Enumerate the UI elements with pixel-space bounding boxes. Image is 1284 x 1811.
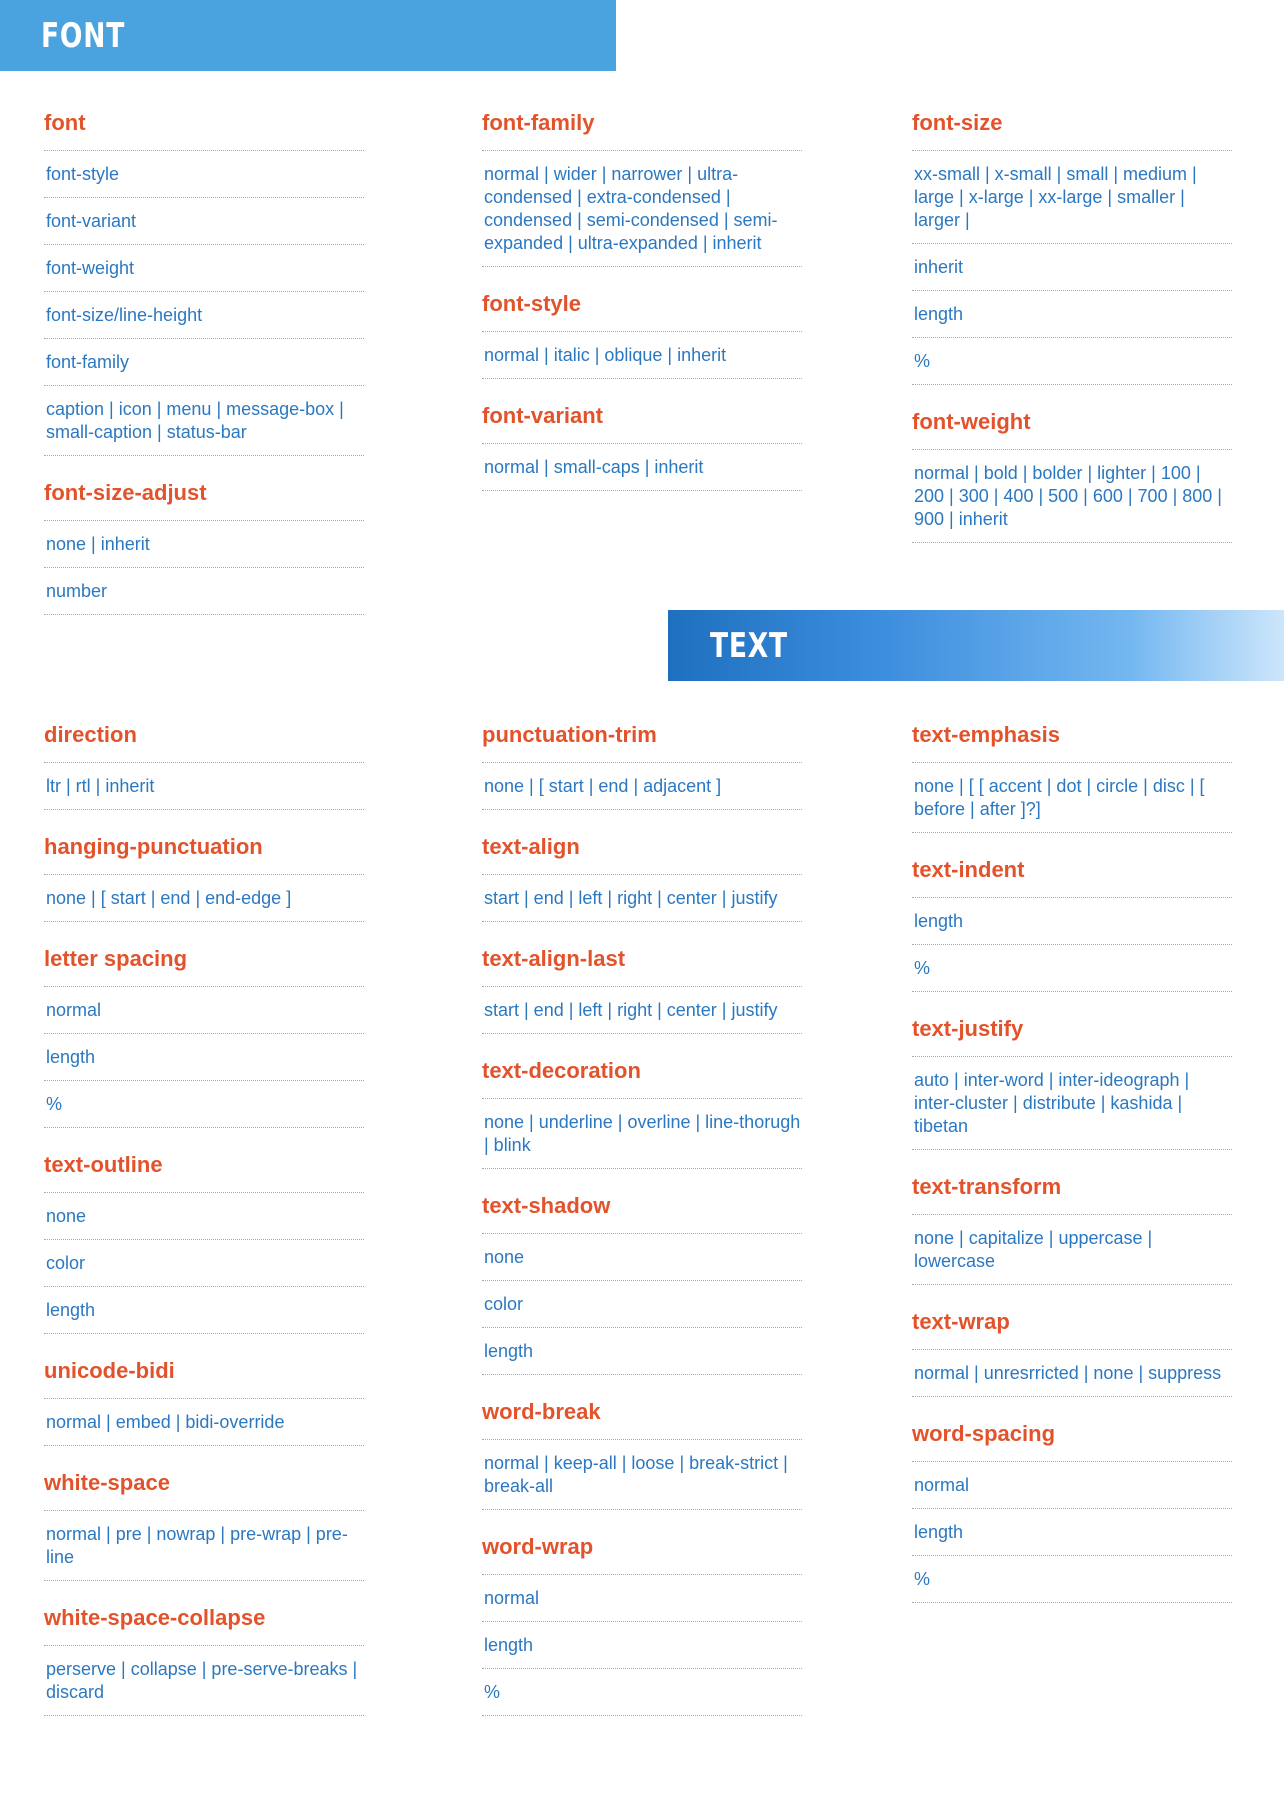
property-value: normal	[44, 987, 364, 1034]
property-heading: text-align-last	[482, 946, 802, 987]
property-value: normal | bold | bolder | lighter | 100 | 200 | 300 | 400 | 500 | 600 | 700 | 800 | 900 | inherit	[912, 450, 1232, 543]
property-value: none | [ [ accent | dot | circle | disc | [ before | after ]?]	[912, 763, 1232, 833]
property-heading: hanging-punctuation	[44, 834, 364, 875]
property-value: font-weight	[44, 245, 364, 292]
property-heading: font	[44, 110, 364, 151]
property-block-text-indent	[912, 857, 1232, 992]
property-value: %	[44, 1081, 364, 1128]
property-block-white-space-collapse	[44, 1605, 364, 1716]
property-value: normal | embed | bidi-override	[44, 1399, 364, 1446]
property-heading: word-spacing	[912, 1421, 1232, 1462]
property-value: perserve | collapse | pre-serve-breaks | discard	[44, 1646, 364, 1716]
property-value: number	[44, 568, 364, 615]
text-column-3	[912, 722, 1232, 1603]
property-heading: word-wrap	[482, 1534, 802, 1575]
property-heading: text-align	[482, 834, 802, 875]
property-value: none | underline | overline | line-thorugh | blink	[482, 1099, 802, 1169]
property-value: normal | wider | narrower | ultra-condensed | extra-condensed | condensed | semi-condensed | semi-expanded | ultra-expanded | inherit	[482, 151, 802, 267]
property-block-font-size	[912, 110, 1232, 385]
property-block-text-shadow	[482, 1193, 802, 1375]
property-value: none | [ start | end | adjacent ]	[482, 763, 802, 810]
property-heading: text-wrap	[912, 1309, 1232, 1350]
font-column-3	[912, 110, 1232, 543]
property-value: normal | pre | nowrap | pre-wrap | pre-line	[44, 1511, 364, 1581]
text-section-banner	[668, 610, 1284, 681]
property-heading: white-space	[44, 1470, 364, 1511]
property-value: none	[44, 1193, 364, 1240]
property-heading: letter spacing	[44, 946, 364, 987]
property-value: font-size/line-height	[44, 292, 364, 339]
property-value: normal | small-caps | inherit	[482, 444, 802, 491]
property-block-word-break	[482, 1399, 802, 1510]
property-value: font-style	[44, 151, 364, 198]
property-heading: word-break	[482, 1399, 802, 1440]
property-heading: direction	[44, 722, 364, 763]
property-value: inherit	[912, 244, 1232, 291]
property-value: xx-small | x-small | small | medium | large | x-large | xx-large | smaller | larger |	[912, 151, 1232, 244]
property-value: %	[912, 338, 1232, 385]
property-block-direction	[44, 722, 364, 810]
property-block-punctuation-trim	[482, 722, 802, 810]
property-block-text-align-last	[482, 946, 802, 1034]
property-value: normal | unresrricted | none | suppress	[912, 1350, 1232, 1397]
property-block-text-align	[482, 834, 802, 922]
property-block-text-decoration	[482, 1058, 802, 1169]
property-block-font-variant	[482, 403, 802, 491]
property-block-font-style	[482, 291, 802, 379]
property-heading: text-transform	[912, 1174, 1232, 1215]
font-section-banner	[0, 0, 616, 71]
property-block-hanging-punctuation	[44, 834, 364, 922]
font-column-1	[44, 110, 364, 615]
property-heading: font-variant	[482, 403, 802, 444]
property-block-font	[44, 110, 364, 456]
text-column-2	[482, 722, 802, 1716]
property-heading: font-size-adjust	[44, 480, 364, 521]
property-heading: font-family	[482, 110, 802, 151]
property-value: %	[912, 1556, 1232, 1603]
text-section-title: TEXT	[710, 625, 788, 666]
property-block-text-outline	[44, 1152, 364, 1334]
property-value: caption | icon | menu | message-box | small-caption | status-bar	[44, 386, 364, 456]
property-value: %	[912, 945, 1232, 992]
property-value: length	[912, 1509, 1232, 1556]
property-block-text-justify	[912, 1016, 1232, 1150]
property-heading: unicode-bidi	[44, 1358, 364, 1399]
property-value: ltr | rtl | inherit	[44, 763, 364, 810]
property-heading: text-indent	[912, 857, 1232, 898]
property-value: length	[482, 1622, 802, 1669]
property-value: normal | italic | oblique | inherit	[482, 332, 802, 379]
property-value: length	[912, 291, 1232, 338]
property-block-text-wrap	[912, 1309, 1232, 1397]
property-value: normal	[482, 1575, 802, 1622]
property-value: none | inherit	[44, 521, 364, 568]
property-value: color	[44, 1240, 364, 1287]
property-value: length	[482, 1328, 802, 1375]
property-heading: font-size	[912, 110, 1232, 151]
property-block-text-transform	[912, 1174, 1232, 1285]
property-block-font-size-adjust	[44, 480, 364, 615]
font-section-title: FONT	[41, 15, 126, 56]
property-block-font-family	[482, 110, 802, 267]
property-heading: punctuation-trim	[482, 722, 802, 763]
property-value: none | [ start | end | end-edge ]	[44, 875, 364, 922]
property-value: normal	[912, 1462, 1232, 1509]
property-heading: text-decoration	[482, 1058, 802, 1099]
property-value: font-family	[44, 339, 364, 386]
property-block-letter-spacing	[44, 946, 364, 1128]
property-block-font-weight	[912, 409, 1232, 543]
property-value: normal | keep-all | loose | break-strict | break-all	[482, 1440, 802, 1510]
property-value: start | end | left | right | center | justify	[482, 875, 802, 922]
property-heading: text-shadow	[482, 1193, 802, 1234]
property-value: none | capitalize | uppercase | lowercase	[912, 1215, 1232, 1285]
property-value: length	[912, 898, 1232, 945]
property-heading: text-outline	[44, 1152, 364, 1193]
property-value: font-variant	[44, 198, 364, 245]
property-value: color	[482, 1281, 802, 1328]
property-block-white-space	[44, 1470, 364, 1581]
property-value: start | end | left | right | center | justify	[482, 987, 802, 1034]
property-block-word-wrap	[482, 1534, 802, 1716]
property-block-unicode-bidi	[44, 1358, 364, 1446]
property-heading: font-style	[482, 291, 802, 332]
property-value: length	[44, 1034, 364, 1081]
font-column-2	[482, 110, 802, 491]
property-block-text-emphasis	[912, 722, 1232, 833]
property-heading: font-weight	[912, 409, 1232, 450]
property-value: none	[482, 1234, 802, 1281]
property-value: %	[482, 1669, 802, 1716]
property-value: auto | inter-word | inter-ideograph | inter-cluster | distribute | kashida | tibetan	[912, 1057, 1232, 1150]
text-column-1	[44, 722, 364, 1716]
property-heading: white-space-collapse	[44, 1605, 364, 1646]
property-value: length	[44, 1287, 364, 1334]
property-block-word-spacing	[912, 1421, 1232, 1603]
property-heading: text-justify	[912, 1016, 1232, 1057]
property-heading: text-emphasis	[912, 722, 1232, 763]
